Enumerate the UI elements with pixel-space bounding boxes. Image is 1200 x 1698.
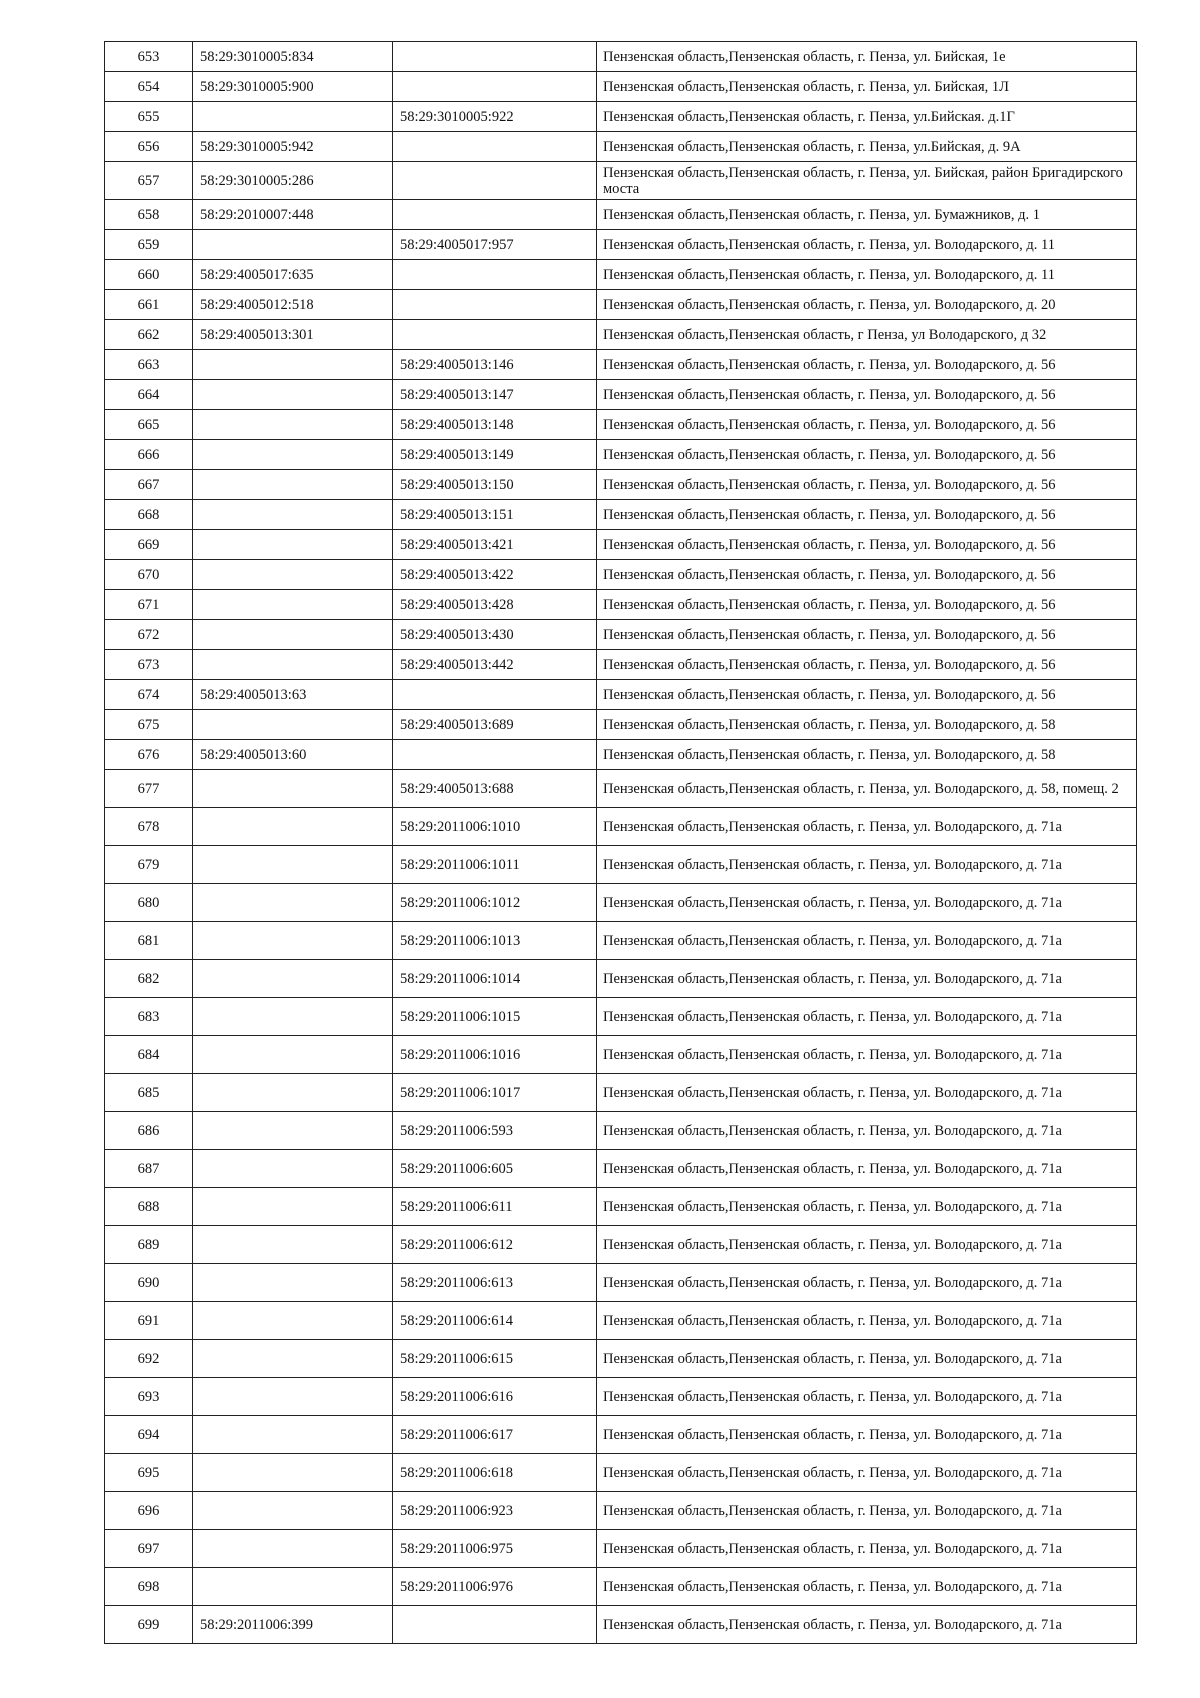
- cadastral-number-alt: 58:29:4005013:688: [393, 770, 597, 808]
- cadastral-number: [193, 998, 393, 1036]
- row-number: 689: [105, 1226, 193, 1264]
- cadastral-number: 58:29:3010005:286: [193, 162, 393, 200]
- address: Пензенская область,Пензенская область, г. Пенза, ул. Бийская, район Бригадирского моста: [597, 162, 1137, 200]
- table-row: [105, 1416, 1137, 1454]
- table-row: [105, 620, 1137, 650]
- row-number: 693: [105, 1378, 193, 1416]
- cadastral-number: [193, 650, 393, 680]
- row-number: 659: [105, 230, 193, 260]
- cadastral-number-alt: 58:29:2011006:1016: [393, 1036, 597, 1074]
- cadastral-number: 58:29:3010005:834: [193, 42, 393, 72]
- address: Пензенская область,Пензенская область, г. Пенза, ул. Володарского, д. 58: [597, 710, 1137, 740]
- cadastral-number-alt: 58:29:2011006:618: [393, 1454, 597, 1492]
- cadastral-number-alt: 58:29:4005013:147: [393, 380, 597, 410]
- row-number: 688: [105, 1188, 193, 1226]
- table-row: [105, 1112, 1137, 1150]
- cadastral-number-alt: [393, 1606, 597, 1644]
- property-table: [104, 41, 1137, 1644]
- row-number: 657: [105, 162, 193, 200]
- address: Пензенская область,Пензенская область, г. Пенза, ул. Володарского, д. 71а: [597, 1454, 1137, 1492]
- cadastral-number-alt: 58:29:2011006:611: [393, 1188, 597, 1226]
- address: Пензенская область,Пензенская область, г. Пенза, ул. Бийская, 1Л: [597, 72, 1137, 102]
- row-number: 653: [105, 42, 193, 72]
- cadastral-number: [193, 846, 393, 884]
- table-row: [105, 590, 1137, 620]
- cadastral-number-alt: [393, 132, 597, 162]
- address: Пензенская область,Пензенская область, г. Пенза, ул. Володарского, д. 11: [597, 260, 1137, 290]
- cadastral-number: [193, 1036, 393, 1074]
- cadastral-number-alt: 58:29:2011006:615: [393, 1340, 597, 1378]
- cadastral-number: 58:29:3010005:942: [193, 132, 393, 162]
- cadastral-number-alt: 58:29:4005013:428: [393, 590, 597, 620]
- table-row: [105, 740, 1137, 770]
- table-row: [105, 132, 1137, 162]
- cadastral-number-alt: 58:29:2011006:1012: [393, 884, 597, 922]
- row-number: 655: [105, 102, 193, 132]
- cadastral-number: [193, 560, 393, 590]
- address: Пензенская область,Пензенская область, г. Пенза, ул. Володарского, д. 56: [597, 560, 1137, 590]
- table-row: [105, 350, 1137, 380]
- cadastral-number-alt: 58:29:4005013:151: [393, 500, 597, 530]
- cadastral-number: [193, 1302, 393, 1340]
- table-row: [105, 1302, 1137, 1340]
- cadastral-number: 58:29:2011006:399: [193, 1606, 393, 1644]
- address: Пензенская область,Пензенская область, г. Пенза, ул. Володарского, д. 71а: [597, 960, 1137, 998]
- cadastral-number-alt: [393, 680, 597, 710]
- row-number: 683: [105, 998, 193, 1036]
- cadastral-number-alt: 58:29:2011006:1010: [393, 808, 597, 846]
- address: Пензенская область,Пензенская область, г. Пенза, ул. Володарского, д. 71а: [597, 1302, 1137, 1340]
- address: Пензенская область,Пензенская область, г. Пенза, ул. Володарского, д. 71а: [597, 1606, 1137, 1644]
- row-number: 665: [105, 410, 193, 440]
- cadastral-number: [193, 530, 393, 560]
- table-row: [105, 200, 1137, 230]
- address: Пензенская область,Пензенская область, г. Пенза, ул. Володарского, д. 71а: [597, 1568, 1137, 1606]
- table-row: [105, 998, 1137, 1036]
- table-row: [105, 650, 1137, 680]
- cadastral-number: 58:29:3010005:900: [193, 72, 393, 102]
- cadastral-number-alt: [393, 162, 597, 200]
- address: Пензенская область,Пензенская область, г Пенза, ул Володарского, д 32: [597, 320, 1137, 350]
- row-number: 690: [105, 1264, 193, 1302]
- table-row: [105, 770, 1137, 808]
- table-row: [105, 1378, 1137, 1416]
- cadastral-number-alt: 58:29:4005013:148: [393, 410, 597, 440]
- table-row: [105, 42, 1137, 72]
- cadastral-number: 58:29:4005012:518: [193, 290, 393, 320]
- address: Пензенская область,Пензенская область, г. Пенза, ул. Володарского, д. 71а: [597, 1530, 1137, 1568]
- cadastral-number-alt: 58:29:3010005:922: [393, 102, 597, 132]
- address: Пензенская область,Пензенская область, г. Пенза, ул. Володарского, д. 20: [597, 290, 1137, 320]
- row-number: 658: [105, 200, 193, 230]
- cadastral-number: [193, 410, 393, 440]
- cadastral-number-alt: 58:29:4005013:150: [393, 470, 597, 500]
- row-number: 664: [105, 380, 193, 410]
- row-number: 696: [105, 1492, 193, 1530]
- address: Пензенская область,Пензенская область, г. Пенза, ул. Володарского, д. 71а: [597, 808, 1137, 846]
- table-row: [105, 960, 1137, 998]
- table-row: [105, 260, 1137, 290]
- cadastral-number-alt: 58:29:4005013:689: [393, 710, 597, 740]
- row-number: 676: [105, 740, 193, 770]
- cadastral-number-alt: 58:29:4005017:957: [393, 230, 597, 260]
- address: Пензенская область,Пензенская область, г. Пенза, ул. Володарского, д. 56: [597, 440, 1137, 470]
- address: Пензенская область,Пензенская область, г. Пенза, ул. Володарского, д. 58, помещ. 2: [597, 770, 1137, 808]
- cadastral-number: [193, 1112, 393, 1150]
- cadastral-number-alt: 58:29:2011006:613: [393, 1264, 597, 1302]
- cadastral-number: [193, 1454, 393, 1492]
- address: Пензенская область,Пензенская область, г. Пенза, ул. Володарского, д. 71а: [597, 1416, 1137, 1454]
- cadastral-number: 58:29:4005013:63: [193, 680, 393, 710]
- row-number: 666: [105, 440, 193, 470]
- row-number: 677: [105, 770, 193, 808]
- cadastral-number: [193, 1264, 393, 1302]
- address: Пензенская область,Пензенская область, г. Пенза, ул. Володарского, д. 56: [597, 650, 1137, 680]
- address: Пензенская область,Пензенская область, г. Пенза, ул. Володарского, д. 56: [597, 410, 1137, 440]
- cadastral-number-alt: 58:29:4005013:149: [393, 440, 597, 470]
- row-number: 694: [105, 1416, 193, 1454]
- cadastral-number: [193, 1340, 393, 1378]
- table-row: [105, 470, 1137, 500]
- address: Пензенская область,Пензенская область, г. Пенза, ул. Володарского, д. 71а: [597, 846, 1137, 884]
- table-row: [105, 1454, 1137, 1492]
- table-row: [105, 1264, 1137, 1302]
- table-row: [105, 1530, 1137, 1568]
- row-number: 697: [105, 1530, 193, 1568]
- cadastral-number-alt: 58:29:4005013:442: [393, 650, 597, 680]
- table-row: [105, 1606, 1137, 1644]
- cadastral-number: [193, 710, 393, 740]
- table-row: [105, 500, 1137, 530]
- row-number: 698: [105, 1568, 193, 1606]
- table-row: [105, 72, 1137, 102]
- cadastral-number-alt: 58:29:4005013:146: [393, 350, 597, 380]
- table-row: [105, 162, 1137, 200]
- table-row: [105, 680, 1137, 710]
- row-number: 654: [105, 72, 193, 102]
- cadastral-number: 58:29:4005017:635: [193, 260, 393, 290]
- cadastral-number: [193, 960, 393, 998]
- cadastral-number: [193, 230, 393, 260]
- address: Пензенская область,Пензенская область, г. Пенза, ул. Володарского, д. 56: [597, 680, 1137, 710]
- cadastral-number: [193, 470, 393, 500]
- cadastral-number-alt: [393, 72, 597, 102]
- table-row: [105, 530, 1137, 560]
- address: Пензенская область,Пензенская область, г. Пенза, ул. Бумажников, д. 1: [597, 200, 1137, 230]
- cadastral-number: [193, 1188, 393, 1226]
- cadastral-number: 58:29:4005013:301: [193, 320, 393, 350]
- cadastral-number: [193, 922, 393, 960]
- row-number: 669: [105, 530, 193, 560]
- cadastral-number-alt: 58:29:2011006:975: [393, 1530, 597, 1568]
- address: Пензенская область,Пензенская область, г. Пенза, ул. Володарского, д. 56: [597, 500, 1137, 530]
- table-row: [105, 1074, 1137, 1112]
- row-number: 675: [105, 710, 193, 740]
- cadastral-number-alt: 58:29:2011006:1011: [393, 846, 597, 884]
- row-number: 667: [105, 470, 193, 500]
- row-number: 687: [105, 1150, 193, 1188]
- cadastral-number-alt: 58:29:2011006:616: [393, 1378, 597, 1416]
- row-number: 685: [105, 1074, 193, 1112]
- cadastral-number-alt: [393, 200, 597, 230]
- table-row: [105, 102, 1137, 132]
- cadastral-number: [193, 380, 393, 410]
- cadastral-number: [193, 1530, 393, 1568]
- address: Пензенская область,Пензенская область, г. Пенза, ул. Володарского, д. 56: [597, 530, 1137, 560]
- address: Пензенская область,Пензенская область, г. Пенза, ул. Володарского, д. 71а: [597, 1340, 1137, 1378]
- table-row: [105, 320, 1137, 350]
- cadastral-number-alt: 58:29:2011006:1017: [393, 1074, 597, 1112]
- address: Пензенская область,Пензенская область, г. Пенза, ул. Володарского, д. 71а: [597, 1036, 1137, 1074]
- cadastral-number-alt: [393, 290, 597, 320]
- table-row: [105, 1340, 1137, 1378]
- table-row: [105, 1568, 1137, 1606]
- cadastral-number-alt: [393, 740, 597, 770]
- row-number: 671: [105, 590, 193, 620]
- row-number: 668: [105, 500, 193, 530]
- table-row: [105, 846, 1137, 884]
- row-number: 660: [105, 260, 193, 290]
- cadastral-number-alt: 58:29:2011006:1013: [393, 922, 597, 960]
- address: Пензенская область,Пензенская область, г. Пенза, ул. Володарского, д. 71а: [597, 1074, 1137, 1112]
- cadastral-number: [193, 102, 393, 132]
- address: Пензенская область,Пензенская область, г. Пенза, ул. Володарского, д. 71а: [597, 1188, 1137, 1226]
- cadastral-number: [193, 770, 393, 808]
- cadastral-number-alt: 58:29:2011006:593: [393, 1112, 597, 1150]
- address: Пензенская область,Пензенская область, г. Пенза, ул.Бийская. д.1Г: [597, 102, 1137, 132]
- cadastral-number-alt: [393, 42, 597, 72]
- table-row: [105, 808, 1137, 846]
- row-number: 681: [105, 922, 193, 960]
- table-row: [105, 1036, 1137, 1074]
- address: Пензенская область,Пензенская область, г. Пенза, ул. Володарского, д. 71а: [597, 1264, 1137, 1302]
- cadastral-number: 58:29:4005013:60: [193, 740, 393, 770]
- cadastral-number: 58:29:2010007:448: [193, 200, 393, 230]
- row-number: 656: [105, 132, 193, 162]
- cadastral-number: [193, 884, 393, 922]
- address: Пензенская область,Пензенская область, г. Пенза, ул. Володарского, д. 11: [597, 230, 1137, 260]
- cadastral-number: [193, 1150, 393, 1188]
- cadastral-number: [193, 808, 393, 846]
- cadastral-number: [193, 1568, 393, 1606]
- cadastral-number: [193, 1226, 393, 1264]
- row-number: 695: [105, 1454, 193, 1492]
- cadastral-number-alt: [393, 320, 597, 350]
- cadastral-number: [193, 350, 393, 380]
- row-number: 680: [105, 884, 193, 922]
- cadastral-number-alt: 58:29:2011006:612: [393, 1226, 597, 1264]
- cadastral-number-alt: 58:29:4005013:422: [393, 560, 597, 590]
- table-row: [105, 410, 1137, 440]
- address: Пензенская область,Пензенская область, г. Пенза, ул. Володарского, д. 56: [597, 380, 1137, 410]
- table-row: [105, 884, 1137, 922]
- cadastral-number-alt: 58:29:2011006:976: [393, 1568, 597, 1606]
- cadastral-number: [193, 1074, 393, 1112]
- cadastral-number-alt: 58:29:4005013:421: [393, 530, 597, 560]
- row-number: 672: [105, 620, 193, 650]
- address: Пензенская область,Пензенская область, г. Пенза, ул. Володарского, д. 71а: [597, 998, 1137, 1036]
- row-number: 692: [105, 1340, 193, 1378]
- table-row: [105, 1226, 1137, 1264]
- table-body: [105, 42, 1137, 1644]
- row-number: 686: [105, 1112, 193, 1150]
- address: Пензенская область,Пензенская область, г. Пенза, ул. Володарского, д. 56: [597, 350, 1137, 380]
- address: Пензенская область,Пензенская область, г. Пенза, ул. Володарского, д. 71а: [597, 1150, 1137, 1188]
- address: Пензенская область,Пензенская область, г. Пенза, ул. Бийская, 1е: [597, 42, 1137, 72]
- cadastral-number-alt: 58:29:2011006:617: [393, 1416, 597, 1454]
- row-number: 663: [105, 350, 193, 380]
- table-row: [105, 710, 1137, 740]
- table-row: [105, 230, 1137, 260]
- row-number: 662: [105, 320, 193, 350]
- row-number: 691: [105, 1302, 193, 1340]
- row-number: 684: [105, 1036, 193, 1074]
- cadastral-number: [193, 620, 393, 650]
- address: Пензенская область,Пензенская область, г. Пенза, ул. Володарского, д. 56: [597, 470, 1137, 500]
- cadastral-number-alt: 58:29:2011006:1015: [393, 998, 597, 1036]
- address: Пензенская область,Пензенская область, г. Пенза, ул. Володарского, д. 71а: [597, 1226, 1137, 1264]
- row-number: 682: [105, 960, 193, 998]
- row-number: 670: [105, 560, 193, 590]
- address: Пензенская область,Пензенская область, г. Пенза, ул. Володарского, д. 71а: [597, 922, 1137, 960]
- cadastral-number: [193, 1378, 393, 1416]
- cadastral-number-alt: 58:29:2011006:923: [393, 1492, 597, 1530]
- cadastral-number-alt: 58:29:4005013:430: [393, 620, 597, 650]
- table-row: [105, 440, 1137, 470]
- table-row: [105, 1492, 1137, 1530]
- row-number: 679: [105, 846, 193, 884]
- cadastral-number: [193, 440, 393, 470]
- row-number: 673: [105, 650, 193, 680]
- cadastral-number: [193, 500, 393, 530]
- row-number: 674: [105, 680, 193, 710]
- table-row: [105, 1188, 1137, 1226]
- table-row: [105, 380, 1137, 410]
- address: Пензенская область,Пензенская область, г. Пенза, ул. Володарского, д. 71а: [597, 1492, 1137, 1530]
- cadastral-number-alt: 58:29:2011006:605: [393, 1150, 597, 1188]
- address: Пензенская область,Пензенская область, г. Пенза, ул. Володарского, д. 71а: [597, 1378, 1137, 1416]
- cadastral-number-alt: 58:29:2011006:614: [393, 1302, 597, 1340]
- address: Пензенская область,Пензенская область, г. Пенза, ул.Бийская, д. 9А: [597, 132, 1137, 162]
- row-number: 661: [105, 290, 193, 320]
- cadastral-number-alt: [393, 260, 597, 290]
- cadastral-number: [193, 1492, 393, 1530]
- address: Пензенская область,Пензенская область, г. Пенза, ул. Володарского, д. 71а: [597, 1112, 1137, 1150]
- row-number: 699: [105, 1606, 193, 1644]
- table-row: [105, 290, 1137, 320]
- table-row: [105, 560, 1137, 590]
- table-row: [105, 922, 1137, 960]
- address: Пензенская область,Пензенская область, г. Пенза, ул. Володарского, д. 58: [597, 740, 1137, 770]
- cadastral-number: [193, 590, 393, 620]
- address: Пензенская область,Пензенская область, г. Пенза, ул. Володарского, д. 71а: [597, 884, 1137, 922]
- cadastral-number: [193, 1416, 393, 1454]
- cadastral-number-alt: 58:29:2011006:1014: [393, 960, 597, 998]
- row-number: 678: [105, 808, 193, 846]
- address: Пензенская область,Пензенская область, г. Пенза, ул. Володарского, д. 56: [597, 590, 1137, 620]
- table-row: [105, 1150, 1137, 1188]
- address: Пензенская область,Пензенская область, г. Пенза, ул. Володарского, д. 56: [597, 620, 1137, 650]
